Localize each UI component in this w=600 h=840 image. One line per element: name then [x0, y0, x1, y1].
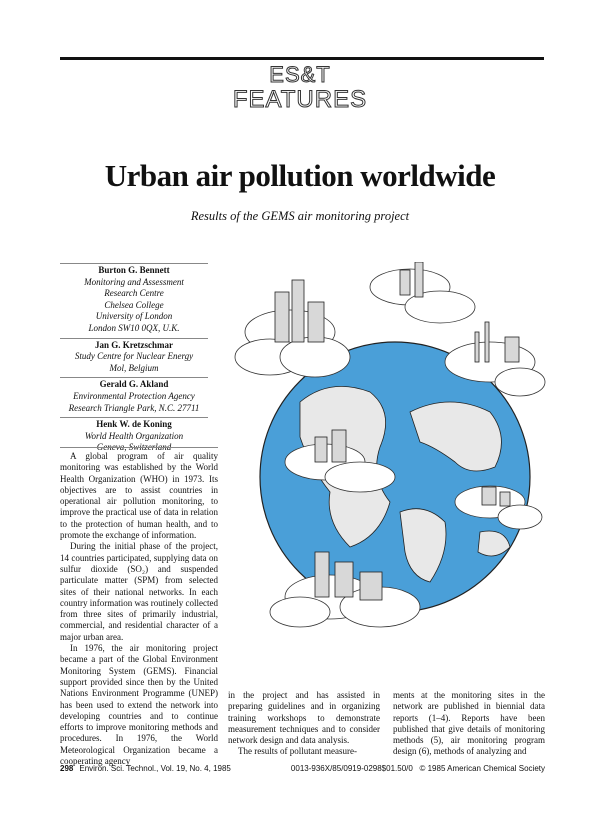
journal-logo-line2: FEATURES — [232, 86, 368, 113]
author-affiliation-line: Geneva, Switzerland — [96, 442, 172, 453]
author-affiliation-line: University of London — [95, 311, 173, 322]
author-name: Henk W. de Koning — [96, 419, 172, 430]
journal-logo-line1: ES&T — [269, 62, 331, 87]
body-column-1 — [60, 447, 218, 767]
author-block — [60, 338, 208, 375]
author-affiliation-line: Monitoring and Assessment — [84, 276, 184, 287]
body-paragraph: A global program of air quality monitoring was established by the World Health Organization (WHO) in 1973. Its objectives are to assist countries in operational air pollution monitoring, to improve the practical use of data in relation to the protection of human health, and to promote the exchange of information. — [60, 451, 218, 541]
author-affiliation-line: Study Centre for Nuclear Energy — [74, 351, 194, 362]
globe-illustration — [220, 262, 550, 682]
body-column-2 — [228, 690, 380, 758]
page-footer — [60, 764, 545, 773]
author-block — [60, 263, 208, 335]
author-affiliation-line: Research Centre — [104, 288, 164, 299]
author-block — [60, 377, 208, 414]
author-affiliation-line: Research Triangle Park, N.C. 27711 — [68, 402, 200, 413]
author-name: Gerald G. Akland — [99, 379, 169, 390]
author-affiliation-line: Mol, Belgium — [109, 362, 159, 373]
journal-citation: Environ. Sci. Technol., Vol. 19, No. 4, 1985 — [79, 764, 231, 773]
author-name: Burton G. Bennett — [98, 265, 170, 275]
body-paragraph: In 1976, the air monitoring project became a part of the Global Environment Monitoring System (GEMS). Financial support provided since then by the United Nations Environment Programme (UNEP) has been used to extend the network into developing countries and to continue efforts to improve monitoring methods and procedures. In 1976, the World Meteorological Organization became a cooperating agency — [60, 643, 218, 767]
author-affiliation-line: Environmental Protection Agency — [73, 390, 195, 401]
body-paragraph: in the project and has assisted in preparing guidelines and in organizing training workshops to demonstrate measurement techniques and to consider network design and data analysis. — [228, 690, 380, 746]
article-code: 0013-936X/85/0919-0298$01.50/0 — [290, 764, 413, 773]
copyright-notice: © 1985 American Chemical Society — [419, 764, 545, 773]
author-affiliation-line: London SW10 0QX, U.K. — [88, 322, 180, 333]
body-paragraph: During the initial phase of the project, 14 countries participated, supplying data on sulfur dioxide (SO₂) and suspended particulate matter (SPM) from selected sites of their national networks. In each country information was routinely collected from three sites of primarily industrial, commercial, and residential character of a major urban area. — [60, 541, 218, 642]
article-title: Urban air pollution worldwide — [104, 158, 496, 193]
author-affiliation-line: World Health Organization — [84, 430, 184, 441]
top-rule — [60, 57, 544, 60]
author-affiliation-line: Chelsea College — [104, 299, 164, 310]
page-number: 298 — [60, 764, 74, 773]
body-paragraph: The results of pollutant measure- — [238, 746, 357, 757]
article-subtitle: Results of the GEMS air monitoring project — [190, 209, 410, 223]
body-column-3 — [393, 690, 545, 758]
body-paragraph: ments at the monitoring sites in the network are published in biennial data reports (1–4). Reports have been published that give details of monitoring methods (5), air monitoring program design (6), methods of analyzing and — [393, 690, 545, 757]
author-list — [60, 263, 208, 457]
author-name: Jan G. Kretzschmar — [94, 339, 174, 350]
